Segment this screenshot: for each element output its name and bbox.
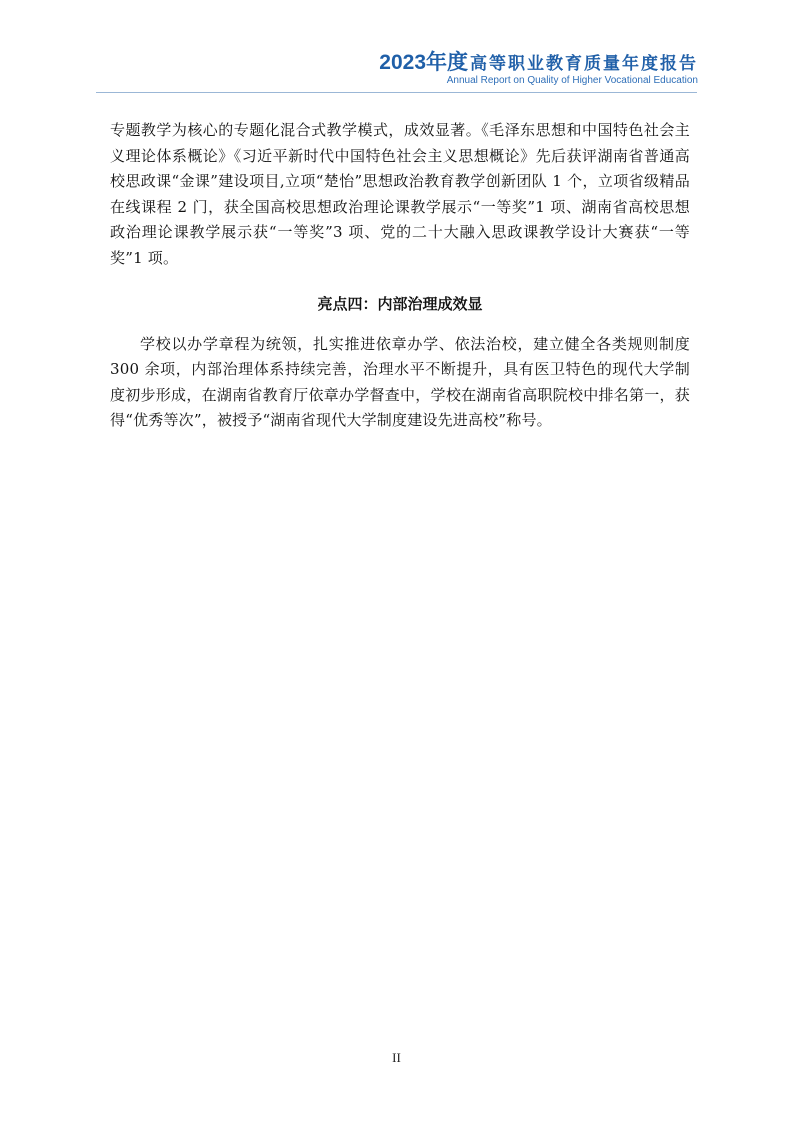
page-number: II: [392, 1050, 401, 1065]
header-title: 高等职业教育质量年度报告: [470, 54, 698, 74]
page-body: [110, 118, 690, 434]
header-subtitle: Annual Report on Quality of Higher Vocational Education: [446, 75, 698, 86]
header-year: 2023年度: [379, 51, 468, 74]
body-paragraph-1: 专题教学为核心的专题化混合式教学模式，成效显著。《毛泽东思想和中国特色社会主义理论体系概论》《习近平新时代中国特色社会主义思想概论》先后获评湖南省普通高校思政课“金课”建设项目,立项“楚怡”思想政治教育教学创新团队 1 个，立项省级精品在线课程 2 门，获全国高校思想政治理论课教学展示“一等奖”1 项、湖南省高校思想政治理论课教学展示获“一等奖”3 项、党的二十大融入思政课教学设计大赛获“一等奖”1 项。: [110, 121, 690, 267]
header-divider: [96, 92, 697, 93]
section-heading: 亮点四：内部治理成效显: [317, 294, 483, 313]
report-header: [379, 52, 698, 86]
header-title-line: [379, 52, 698, 73]
body-paragraph-2: 学校以办学章程为统领，扎实推进依章办学、依法治校，建立健全各类规则制度 300 余项，内部治理体系持续完善，治理水平不断提升，具有医卫特色的现代大学制度初步形成，在湖南省教育厅依章办学督查中，学校在湖南省高职院校中排名第一，获得“优秀等次”，被授予“湖南省现代大学制度建设先进高校”称号。: [110, 334, 690, 430]
